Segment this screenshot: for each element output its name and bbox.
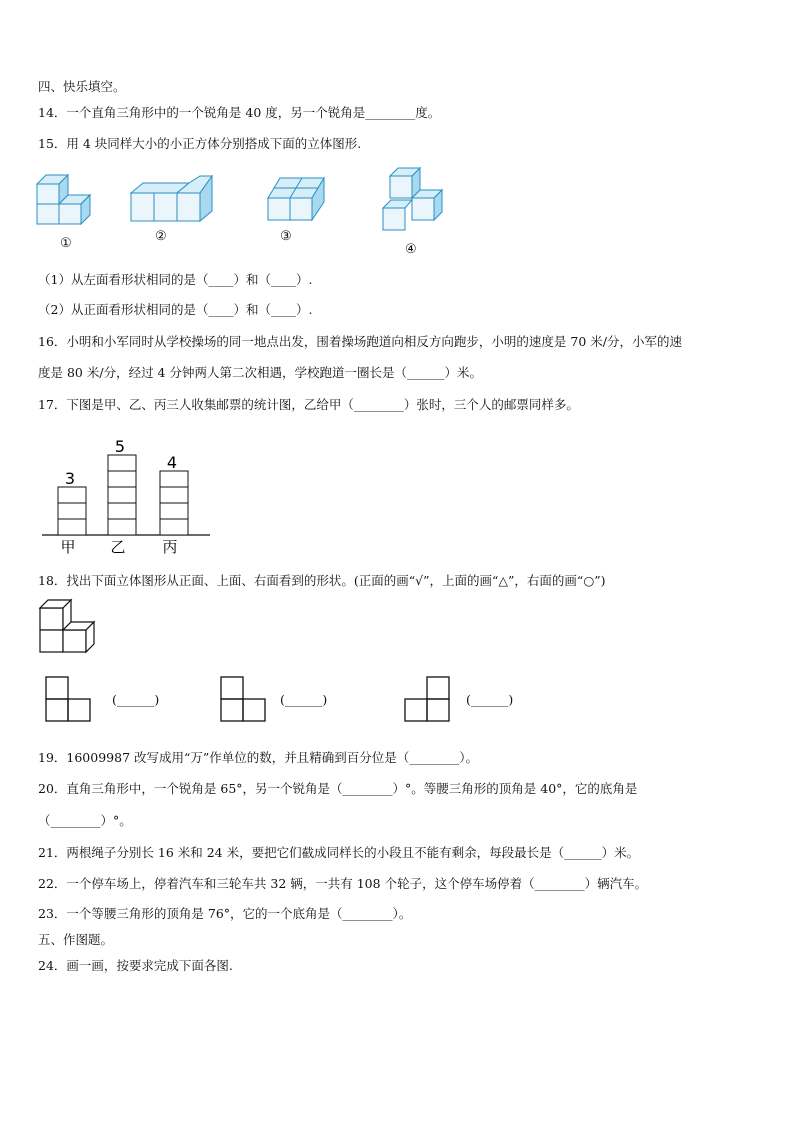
figure-label-3: ③ bbox=[280, 229, 292, 244]
question-19: 19．16009987 改写成用“万”作单位的数，并且精确到百分位是（________）。 bbox=[38, 750, 479, 765]
answer-blank-3[interactable]: (______) bbox=[466, 692, 514, 707]
value-label: 4 bbox=[166, 453, 178, 472]
stamp-box bbox=[160, 471, 188, 487]
stamp-box bbox=[160, 503, 188, 519]
question-20-line-1: 20．直角三角形中，一个锐角是 65°，另一个锐角是（________）°。等腰三角形的顶角是 40°，它的底角是 bbox=[38, 781, 638, 796]
cube-figure-4 bbox=[382, 166, 444, 234]
figure-label-2: ② bbox=[155, 229, 167, 244]
cube-figure-2 bbox=[130, 175, 216, 225]
stamp-box bbox=[58, 487, 86, 503]
cube-figure-3 bbox=[267, 176, 329, 224]
view-option-1 bbox=[45, 676, 93, 724]
cube-figure-2-drawing bbox=[130, 175, 216, 225]
cube-figure-3-drawing bbox=[267, 176, 329, 224]
view-option-2 bbox=[220, 676, 268, 724]
stamp-box bbox=[108, 519, 136, 535]
stamp-box bbox=[160, 487, 188, 503]
category-label: 乙 bbox=[110, 538, 126, 556]
view-option-1-drawing bbox=[45, 676, 93, 724]
question-18: 18．找出下面立体图形从正面、上面、右面看到的形状。(正面的画“√”，上面的画“△”，右面的画“○”) bbox=[38, 573, 606, 588]
view-option-2-drawing bbox=[220, 676, 268, 724]
cube-figure-1-drawing bbox=[36, 170, 102, 228]
stamp-box bbox=[58, 519, 86, 535]
question-21: 21．两根绳子分别长 16 米和 24 米，要把它们截成同样长的小段且不能有剩余，每段最长是（______）米。 bbox=[38, 845, 640, 860]
stamp-box bbox=[108, 503, 136, 519]
question-23: 23．一个等腰三角形的顶角是 76°，它的一个底角是（________）。 bbox=[38, 906, 412, 921]
view-option-3-drawing bbox=[404, 676, 452, 724]
question-24: 24．画一画，按要求完成下面各图. bbox=[38, 958, 233, 973]
section-5-title: 五、作图题。 bbox=[38, 932, 114, 947]
figure-label-1: ① bbox=[60, 236, 72, 251]
question-15-part-1: （1）从左面看形状相同的是（____）和（____）. bbox=[38, 272, 313, 287]
stamp-chart bbox=[40, 425, 215, 560]
view-option-3 bbox=[404, 676, 452, 724]
stamp-box bbox=[108, 455, 136, 471]
cube-figure-1 bbox=[36, 170, 102, 228]
question-15: 15．用 4 块同样大小的小正方体分别搭成下面的立体图形. bbox=[38, 136, 362, 151]
stamp-box bbox=[108, 487, 136, 503]
value-label: 5 bbox=[114, 437, 126, 456]
question-14: 14．一个直角三角形中的一个锐角是 40 度，另一个锐角是________度。 bbox=[38, 105, 441, 120]
value-label: 3 bbox=[64, 469, 76, 488]
answer-blank-1[interactable]: (______) bbox=[112, 692, 160, 707]
stamp-box bbox=[108, 471, 136, 487]
question-16-line-1: 16．小明和小军同时从学校操场的同一地点出发，围着操场跑道向相反方向跑步，小明的速度是 70 米/分，小军的速 bbox=[38, 334, 682, 349]
question-15-part-2: （2）从正面看形状相同的是（____）和（____）. bbox=[38, 302, 313, 317]
stamp-box bbox=[160, 519, 188, 535]
category-label: 甲 bbox=[60, 538, 76, 556]
stamp-box bbox=[58, 503, 86, 519]
figure-label-4: ④ bbox=[405, 242, 417, 257]
question-20-line-2: （________）°。 bbox=[38, 813, 132, 828]
cube-figure-4-drawing bbox=[382, 166, 444, 234]
question-22: 22．一个停车场上，停着汽车和三轮车共 32 辆，一共有 108 个轮子，这个停车场停着（________）辆汽车。 bbox=[38, 876, 648, 891]
section-4-title: 四、快乐填空。 bbox=[38, 79, 126, 94]
category-label: 丙 bbox=[162, 538, 178, 556]
question-17: 17．下图是甲、乙、丙三人收集邮票的统计图，乙给甲（________）张时，三个人的邮票同样多。 bbox=[38, 397, 579, 412]
solid-figure bbox=[38, 598, 102, 656]
solid-figure-drawing bbox=[38, 598, 102, 656]
answer-blank-2[interactable]: (______) bbox=[280, 692, 328, 707]
question-16-line-2: 度是 80 米/分，经过 4 分钟两人第二次相遇，学校跑道一圈长是（______）米。 bbox=[38, 365, 482, 380]
stamp-chart-svg bbox=[40, 425, 215, 560]
